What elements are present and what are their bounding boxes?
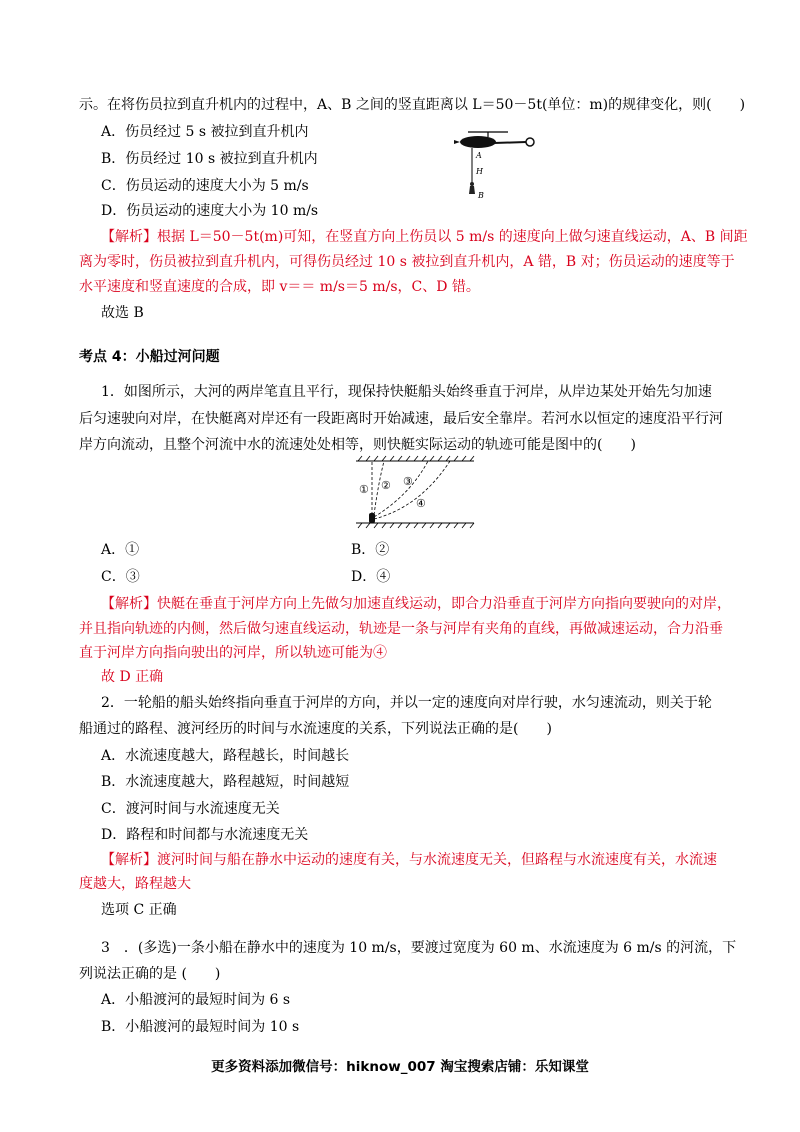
- option-a: A．伤员经过 5 s 被拉到直升机内: [101, 124, 309, 140]
- path-label-4: ④: [416, 497, 426, 510]
- analysis-line-1: 【解析】根据 L＝50－5t(m)可知，在竖直方向上伤员以 5 m/s 的速度向上做匀速直线运动，A、B 间距: [101, 229, 748, 245]
- question-stem: 示。在将伤员拉到直升机内的过程中，A、B 之间的竖直距离以 L＝50－5t(单位：m)的规律变化，则( ): [79, 97, 746, 113]
- footer-note: 更多资料添加微信号：hiknow_007 淘宝搜索店铺：乐知课堂: [211, 1059, 589, 1075]
- river-figure: [350, 455, 480, 533]
- option-c: C．伤员运动的速度大小为 5 m/s: [101, 178, 309, 194]
- q3-stem-2: 列说法正确的是 ( ): [79, 966, 221, 982]
- q1-analysis-3: 直于河岸方向指向驶出的河岸，所以轨迹可能为④: [79, 645, 387, 661]
- q2-option-b: B．水流速度越大，路程越短，时间越短: [101, 774, 350, 790]
- analysis-line-3: 水平速度和竖直速度的合成，即 v＝＝ m/s＝5 m/s，C、D 错。: [79, 279, 480, 295]
- path-label-2: ②: [381, 479, 391, 492]
- option-b: B．伤员经过 10 s 被拉到直升机内: [101, 151, 318, 167]
- answer: 故选 B: [101, 305, 144, 321]
- label-a: A: [476, 151, 482, 160]
- q1-option-c: C．③: [101, 569, 140, 585]
- analysis-line-2: 离为零时，伤员被拉到直升机内，可得伤员经过 10 s 被拉到直升机内，A 错，B 对；伤员运动的速度等于: [79, 254, 735, 270]
- q3-option-a: A．小船渡河的最短时间为 6 s: [101, 992, 291, 1008]
- q1-stem-2: 后匀速驶向对岸，在快艇离对岸还有一段距离时开始减速，最后安全靠岸。若河水以恒定的速度沿平行河: [79, 411, 723, 427]
- q2-option-c: C．渡河时间与水流速度无关: [101, 801, 280, 817]
- q1-analysis-1: 【解析】快艇在垂直于河岸方向上先做匀加速直线运动，即合力沿垂直于河岸方向指向要驶向的对岸，: [101, 596, 731, 612]
- q2-stem-1: 2．一轮船的船头始终指向垂直于河岸的方向，并以一定的速度向对岸行驶，水匀速流动，则关于轮: [101, 695, 712, 711]
- section-title: 考点 4：小船过河问题: [79, 349, 220, 365]
- q2-analysis-1: 【解析】渡河时间与船在静水中运动的速度有关，与水流速度无关，但路程与水流速度有关，水流速: [101, 852, 717, 868]
- q1-stem-1: 1．如图所示，大河的两岸笔直且平行，现保持快艇船头始终垂直于河岸，从岸边某处开始先匀加速: [101, 384, 712, 400]
- q2-option-a: A．水流速度越大，路程越长，时间越长: [101, 748, 350, 764]
- helicopter-figure: [438, 128, 538, 206]
- q1-option-d: D．④: [351, 569, 391, 585]
- path-label-3: ③: [403, 475, 413, 488]
- q2-analysis-2: 度越大，路程越大: [79, 876, 191, 892]
- q3-stem-1: 3 ．(多选)一条小船在静水中的速度为 10 m/s，要渡过宽度为 60 m、水流速度为 6 m/s 的河流，下: [101, 940, 737, 956]
- q2-option-d: D．路程和时间都与水流速度无关: [101, 827, 309, 843]
- q3-option-b: B．小船渡河的最短时间为 10 s: [101, 1019, 300, 1035]
- option-d: D．伤员运动的速度大小为 10 m/s: [101, 203, 319, 219]
- q1-option-b: B．②: [351, 542, 390, 558]
- q2-stem-2: 船通过的路程、渡河经历的时间与水流速度的关系，下列说法正确的是( ): [79, 721, 552, 737]
- q2-answer: 选项 C 正确: [101, 902, 177, 918]
- label-h: H: [476, 167, 483, 176]
- q1-analysis-2: 并且指向轨迹的内侧，然后做匀速直线运动，轨迹是一条与河岸有夹角的直线，再做减速运动，合力沿垂: [79, 621, 723, 637]
- q1-stem-3: 岸方向流动，且整个河流中水的流速处处相等，则快艇实际运动的轨迹可能是图中的( ): [79, 437, 636, 453]
- path-label-1: ①: [359, 483, 369, 496]
- q1-answer: 故 D 正确: [101, 669, 164, 685]
- q1-option-a: A．①: [101, 542, 140, 558]
- label-b: B: [478, 191, 484, 200]
